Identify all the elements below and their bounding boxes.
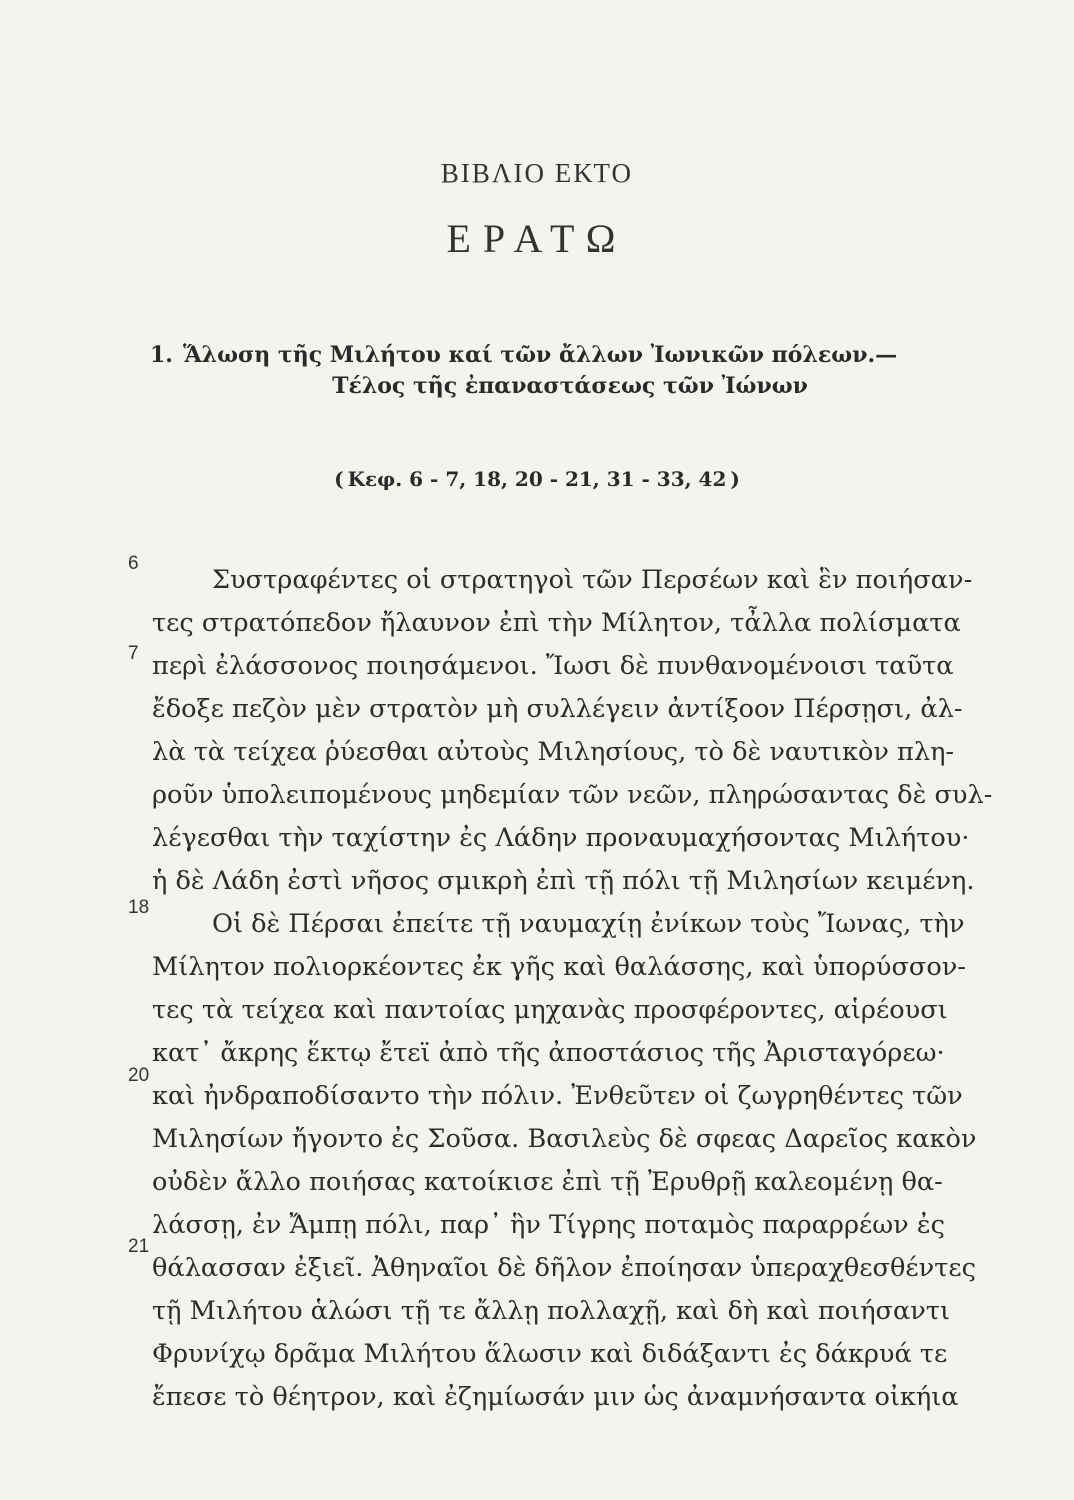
book-name: ΕΡΑΤΩ	[446, 216, 628, 261]
text-line: ἔδοξε πεζὸν μὲν στρατὸν μὴ συλλέγειν ἀντίξοον Πέρσῃσι, ἀλ-	[152, 694, 963, 724]
text-line: Μίλητον πολιορκέοντες ἐκ γῆς καὶ θαλάσσης, καὶ ὑπορύσσον-	[152, 952, 967, 982]
chapters-close-paren: )	[730, 467, 740, 491]
text-line: καὶ ἠνδραποδίσαντο τὴν πόλιν. Ἐνθεῦτεν οἱ ζωγρηθέντες τῶν	[152, 1081, 963, 1111]
text-line: λάσσῃ, ἐν Ἄμπῃ πόλι, παρ᾽ ἣν Τίγρης ποταμὸς παραρρέων ἐς	[152, 1210, 945, 1240]
margin-number: 18	[128, 897, 150, 918]
margin-number: 20	[128, 1065, 150, 1086]
text-line: θάλασσαν ἐξιεῖ. Ἀθηναῖοι δὲ δῆλον ἐποίησαν ὑπεραχθεσθέντες	[152, 1253, 976, 1283]
chapters-list: Κεφ. 6 - 7, 18, 20 - 21, 31 - 33, 42	[347, 467, 727, 491]
text-line: οὐδὲν ἄλλο ποιήσας κατοίκισε ἐπὶ τῇ Ἐρυθρῇ καλεομένῃ θα-	[152, 1167, 943, 1197]
section-title-line1: Ἅλωση τῆς Μιλήτου καί τῶν ἄλλων Ἰωνικῶν πόλεων.—	[182, 342, 898, 368]
text-line: Οἱ δὲ Πέρσαι ἐπείτε τῇ ναυμαχίῃ ἐνίκων τοὺς Ἴωνας, τὴν	[212, 909, 965, 939]
chapter-references	[0, 467, 1074, 491]
text-line: Φρυνίχῳ δρᾶμα Μιλήτου ἅλωσιν καὶ διδάξαντι ἐς δάκρυά τε	[152, 1339, 948, 1369]
text-line: περὶ ἐλάσσονος ποιησάμενοι. Ἴωσι δὲ πυνθανομένοισι ταῦτα	[152, 651, 954, 681]
text-line: ροῦν ὑπολειπομένους μηδεμίαν τῶν νεῶν, πληρώσαντας δὲ συλ-	[152, 780, 993, 810]
text-line: τες στρατόπεδον ἤλαυνον ἐπὶ τὴν Μίλητον, τἆλλα πολίσματα	[152, 608, 961, 638]
text-line: τῇ Μιλήτου ἁλώσι τῇ τε ἄλλῃ πολλαχῇ, καὶ δὴ καὶ ποιήσαντι	[152, 1296, 951, 1326]
section-number: 1.	[150, 342, 173, 368]
text-line: ἔπεσε τὸ θέητρον, καὶ ἐζημίωσάν μιν ὡς ἀναμνήσαντα οἰκήια	[152, 1382, 959, 1412]
text-line: κατ᾽ ἄκρης ἕκτῳ ἔτεϊ ἀπὸ τῆς ἀποστάσιος τῆς Ἀρισταγόρεω·	[152, 1038, 945, 1068]
margin-number: 6	[128, 553, 139, 574]
text-line: Συστραφέντες οἱ στρατηγοὶ τῶν Περσέων καὶ ἓν ποιήσαν-	[212, 565, 973, 595]
text-line: Μιλησίων ἤγοντο ἐς Σοῦσα. Βασιλεὺς δὲ σφεας Δαρεῖος κακὸν	[152, 1124, 977, 1154]
book-title: ΒΙΒΛΙΟ ΕΚΤΟ	[440, 158, 634, 188]
text-line: τες τὰ τείχεα καὶ παντοίας μηχανὰς προσφέροντες, αἱρέουσι	[152, 995, 948, 1025]
section-title-line2: Τέλος τῆς ἐπαναστάσεως τῶν Ἰώνων	[332, 373, 808, 399]
text-line: λέγεσθαι τὴν ταχίστην ἐς Λάδην προναυμαχήσοντας Μιλήτου·	[152, 823, 970, 853]
chapters-open-paren: (	[334, 467, 344, 491]
margin-number: 21	[128, 1236, 150, 1257]
section-heading	[150, 340, 1030, 402]
margin-number: 7	[128, 643, 139, 664]
text-line: ἡ δὲ Λάδη ἐστὶ νῆσος σμικρὴ ἐπὶ τῇ πόλι τῇ Μιλησίων κειμένη.	[152, 866, 975, 896]
text-line: λὰ τὰ τείχεα ῥύεσθαι αὐτοὺς Μιλησίους, τὸ δὲ ναυτικὸν πλη-	[152, 737, 955, 767]
